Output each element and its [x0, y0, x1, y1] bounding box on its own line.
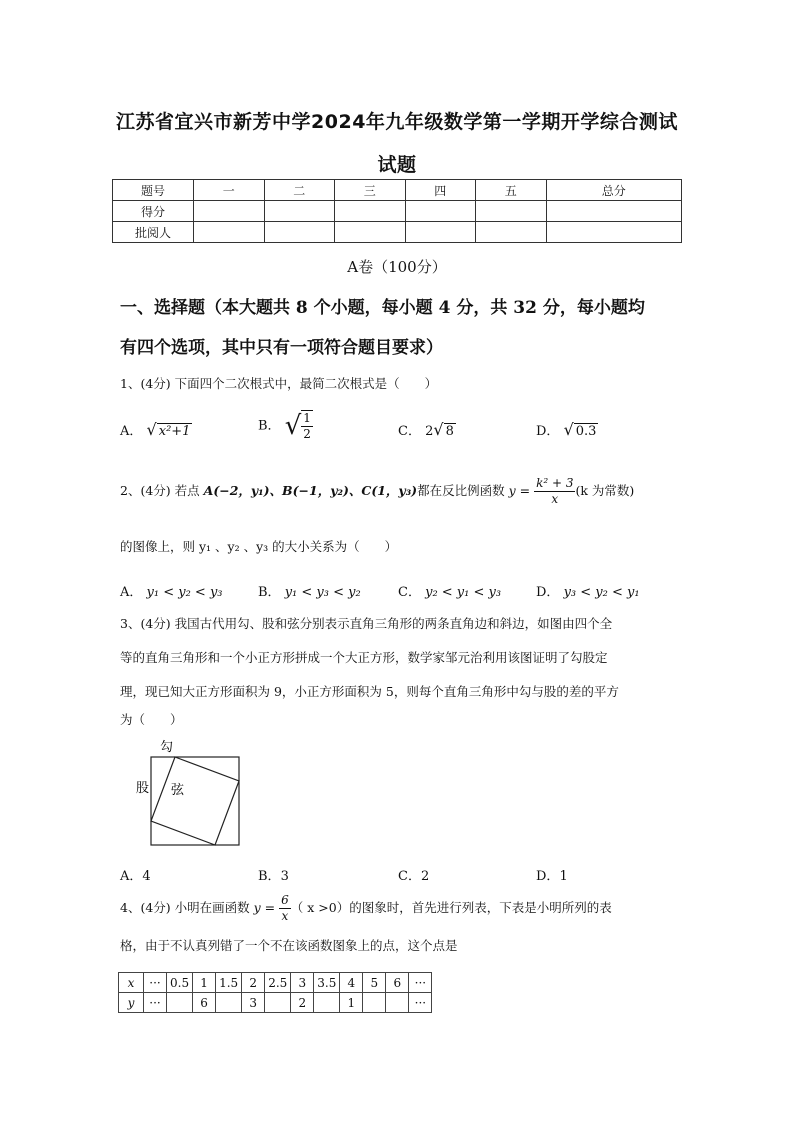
q3-option-c: [398, 865, 429, 884]
x-cell: 2: [242, 973, 265, 993]
q1-option-b: [258, 410, 313, 442]
q4-stem-line1: [120, 893, 690, 924]
score-header-cell: 二: [264, 180, 335, 201]
score-cell: [194, 201, 265, 222]
x-cell: 1: [193, 973, 216, 993]
option-text: 1: [559, 869, 568, 884]
fraction-denominator: 2: [303, 427, 311, 441]
y-cell: [386, 993, 409, 1013]
q2-func-fraction: [534, 476, 575, 507]
x-cell: 0.5: [167, 973, 193, 993]
section1-heading-line1: 一、选择题（本大题共 8 个小题，每小题 4 分，共 32 分，每小题均: [120, 298, 645, 318]
q2-stem-a: 2、(4分) 若点: [120, 483, 200, 498]
option-label: B．: [258, 418, 281, 434]
score-table: [112, 179, 682, 243]
y-cell: [216, 993, 242, 1013]
option-label: D．: [536, 869, 560, 884]
option-text: y₁ < y₃ < y₂: [284, 585, 361, 600]
y-cell: [265, 993, 291, 1013]
option-text: y₃ < y₂ < y₁: [563, 585, 640, 600]
x-cell: 1.5: [216, 973, 242, 993]
q2-stem-line1: [120, 476, 690, 507]
score-header-cell: 一: [194, 180, 265, 201]
y-cell: [314, 993, 340, 1013]
y-row-label: y: [119, 993, 144, 1013]
fraction-numerator: 1: [303, 411, 311, 425]
y-cell: [167, 993, 193, 1013]
label-gou: 勾: [160, 740, 174, 755]
radicand-fraction: [301, 410, 313, 442]
radicand: 8: [445, 424, 454, 439]
x-row-label: x: [119, 973, 144, 993]
outer-square: [151, 757, 239, 845]
score-row-label: 批阅人: [113, 222, 194, 243]
score-header-cell: 三: [335, 180, 406, 201]
option-label: B．: [258, 585, 281, 600]
x-cell: 3.5: [314, 973, 340, 993]
fraction-numerator: k² + 3: [536, 476, 574, 490]
option-text: y₂ < y₁ < y₃: [425, 585, 502, 600]
exam-title-line1: 江苏省宜兴市新芳中学2024年九年级数学第一学期开学综合测试: [116, 111, 678, 133]
q2-stem-b: 都在反比例函数: [417, 483, 505, 498]
score-cell: [546, 201, 682, 222]
score-header-cell: 四: [405, 180, 476, 201]
x-row: [119, 973, 432, 993]
q3-option-d: [536, 865, 568, 884]
score-cell: [405, 201, 476, 222]
q3-stem-line1: 3、(4分) 我国古代用勾、股和弦分别表示直角三角形的两条直角边和斜边，如图由四个全: [120, 616, 613, 631]
score-header-cell: 题号: [113, 180, 194, 201]
q2-points: A(−2，y₁)、B(−1，y₂)、C(1，y₃): [203, 483, 418, 498]
option-label: D．: [536, 585, 560, 600]
sqrt-symbol: √: [146, 420, 157, 439]
xy-value-table: [118, 972, 432, 1013]
score-header-cell: 五: [476, 180, 547, 201]
score-cell: [546, 222, 682, 243]
option-label: C．: [398, 424, 421, 439]
q1-option-d: [536, 420, 598, 439]
sqrt-symbol: √: [563, 420, 574, 439]
x-cell: ···: [144, 973, 167, 993]
q1-option-c: [398, 420, 456, 439]
sqrt-symbol: √: [284, 411, 302, 441]
score-cell: [194, 222, 265, 243]
option-label: A．: [120, 585, 143, 600]
radicand: x²+1: [158, 424, 191, 439]
fraction-numerator: 6: [281, 893, 289, 907]
q4-stem-a: 4、(4分) 小明在画函数: [120, 900, 250, 915]
x-cell: ···: [409, 973, 432, 993]
score-cell: [476, 201, 547, 222]
option-text: 2: [420, 869, 430, 884]
q2-option-c: [398, 581, 501, 600]
q4-condition: （ x >0）: [290, 900, 350, 915]
y-cell: 2: [291, 993, 314, 1013]
x-cell: 3: [291, 973, 314, 993]
score-cell: [264, 222, 335, 243]
score-table-row: [113, 201, 682, 222]
section1-heading-line2: 有四个选项，其中只有一项符合题目要求）: [120, 338, 443, 358]
option-label: A．: [120, 869, 143, 884]
q2-option-d: [536, 581, 640, 600]
q2-option-a: [120, 581, 223, 600]
score-table-header-row: [113, 180, 682, 201]
score-cell: [476, 222, 547, 243]
q3-stem-line3: 理，现已知大正方形面积为 9，小正方形面积为 5，则每个直角三角形中勾与股的差的平方: [120, 684, 619, 699]
q4-stem-line2: 格，由于不认真列错了一个不在该函数图象上的点，这个点是: [120, 938, 458, 953]
option-label: B．: [258, 869, 281, 884]
score-cell: [405, 222, 476, 243]
x-cell: 5: [363, 973, 386, 993]
score-cell: [335, 201, 406, 222]
y-row: [119, 993, 432, 1013]
y-cell: 1: [340, 993, 363, 1013]
fraction-denominator: x: [281, 909, 289, 923]
option-label: A．: [120, 424, 143, 439]
score-table-row: [113, 222, 682, 243]
y-cell: ···: [409, 993, 432, 1013]
exam-title-line2: 试题: [377, 154, 417, 176]
q3-stem-line2: 等的直角三角形和一个小正方形拼成一个大正方形，数学家邹元治利用该图证明了勾股定: [120, 650, 608, 665]
inner-tilted-square: [151, 757, 239, 845]
section-a-heading: A卷（100分）: [347, 258, 447, 276]
radicand: 0.3: [575, 424, 597, 439]
q3-option-b: [258, 865, 289, 884]
fraction-denominator: x: [551, 492, 559, 506]
option-text: 4: [142, 869, 151, 884]
option-label: C．: [398, 869, 421, 884]
y-cell: 6: [193, 993, 216, 1013]
label-xian: 弦: [171, 783, 185, 798]
option-label: C．: [398, 585, 421, 600]
y-cell: 3: [242, 993, 265, 1013]
y-cell: ···: [144, 993, 167, 1013]
q2-func-lhs: y =: [508, 483, 531, 498]
q1-option-a: [120, 420, 192, 439]
score-cell: [335, 222, 406, 243]
q3-stem-line4: 为（ ）: [120, 712, 183, 727]
q4-func-lhs: y =: [253, 900, 276, 915]
y-cell: [363, 993, 386, 1013]
sqrt-symbol: √: [433, 420, 444, 439]
option-label: D．: [536, 424, 560, 439]
x-cell: 4: [340, 973, 363, 993]
coefficient: 2: [425, 424, 434, 439]
score-header-cell: 总分: [546, 180, 682, 201]
option-text: 3: [280, 869, 289, 884]
q1-stem: 1、(4分) 下面四个二次根式中，最简二次根式是（ ）: [120, 376, 438, 391]
score-cell: [264, 201, 335, 222]
x-cell: 6: [386, 973, 409, 993]
label-gu: 股: [136, 781, 150, 796]
q3-option-a: [120, 865, 151, 884]
q2-option-b: [258, 581, 361, 600]
x-cell: 2.5: [265, 973, 291, 993]
score-row-label: 得分: [113, 201, 194, 222]
pythagoras-figure: [130, 736, 250, 851]
q2-stem-line2: 的图像上，则 y₁ 、y₂ 、y₃ 的大小关系为（ ）: [120, 539, 398, 554]
q2-stem-c: (k 为常数): [575, 483, 635, 498]
option-text: y₁ < y₂ < y₃: [146, 585, 223, 600]
q4-stem-b: 的图象时，首先进行列表，下表是小明所列的表: [349, 900, 612, 915]
q4-func-fraction: [279, 893, 291, 924]
